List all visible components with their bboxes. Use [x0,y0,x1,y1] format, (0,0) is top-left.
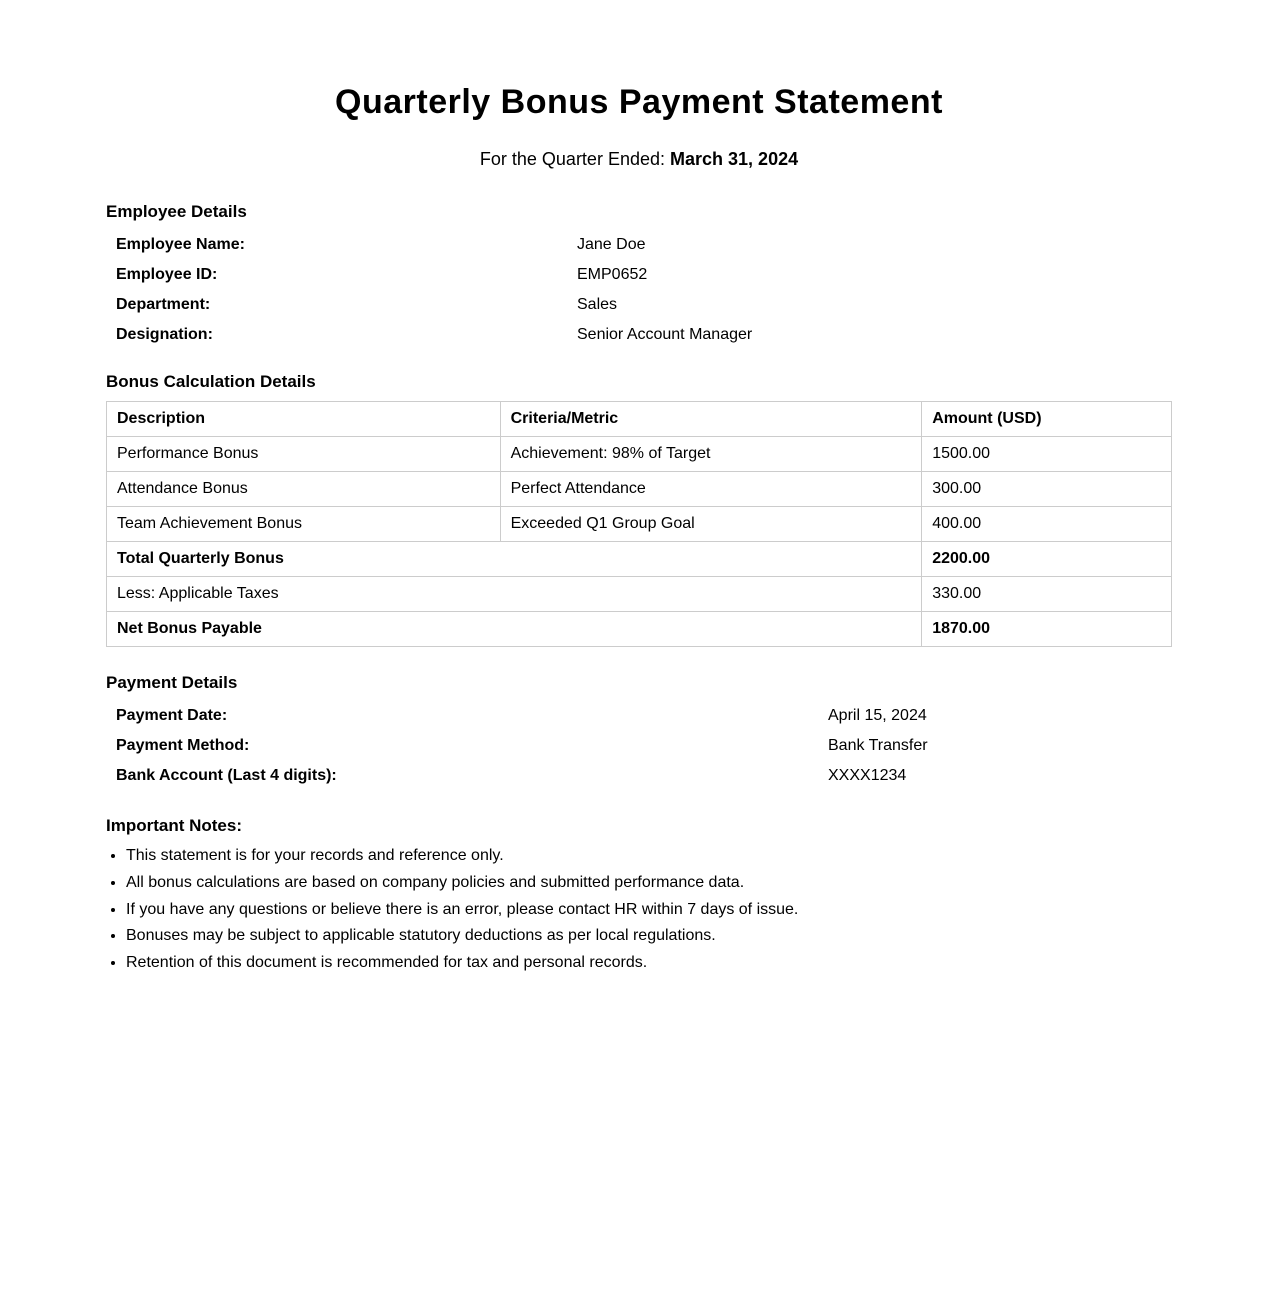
list-item: • This statement is for your records and reference only. [126,846,1172,866]
bonus-calculation-heading: Bonus Calculation Details [106,372,316,391]
payment-method-row [116,731,1172,761]
total-bonus-amount: 2200.00 [922,542,1172,577]
employee-details-heading: Employee Details [106,202,247,221]
total-bonus-label: Total Quarterly Bonus [107,542,922,577]
bank-account-value: XXXX1234 [828,767,907,784]
bonus-amount-cell: 400.00 [922,507,1172,542]
bonus-amount-cell: 300.00 [922,472,1172,507]
department-row [116,290,1172,320]
taxes-amount: 330.00 [922,577,1172,612]
list-item: • If you have any questions or believe there is an error, please contact HR within 7 days of issue. [126,900,1172,920]
bonus-amount-cell: 1500.00 [922,437,1172,472]
column-header-amount: Amount (USD) [922,402,1172,437]
taxes-label: Less: Applicable Taxes [107,577,922,612]
payment-details-list [106,701,1172,791]
important-notes-section [106,816,1172,973]
employee-id-row [116,260,1172,290]
notes-list [106,846,1172,973]
employee-details-list [106,230,1172,350]
important-notes-heading: Important Notes: [106,816,242,835]
designation-label: Designation: [116,326,213,343]
bonus-criteria-cell: Exceeded Q1 Group Goal [500,507,922,542]
table-row [107,472,1172,507]
column-header-criteria: Criteria/Metric [500,402,922,437]
employee-name-label: Employee Name: [116,236,245,253]
payment-date-label: Payment Date: [116,707,228,724]
list-item: • All bonus calculations are based on company policies and submitted performance data. [126,873,1172,893]
employee-name-value: Jane Doe [577,236,646,253]
payment-date-row [116,701,1172,731]
employee-id-value: EMP0652 [577,266,648,283]
quarter-end-date: March 31, 2024 [670,149,799,169]
quarter-subtitle [106,148,1172,170]
employee-id-label: Employee ID: [116,266,218,283]
bonus-criteria-cell: Achievement: 98% of Target [500,437,922,472]
bonus-table-header-row [107,402,1172,437]
statement-page [106,0,1172,973]
payment-date-value: April 15, 2024 [828,707,927,724]
column-header-description: Description [107,402,501,437]
employee-details-section [106,202,1172,350]
bonus-table [106,401,1172,647]
bonus-description-cell: Attendance Bonus [107,472,501,507]
bonus-criteria-cell: Perfect Attendance [500,472,922,507]
bank-account-label: Bank Account (Last 4 digits): [116,767,337,784]
designation-row [116,320,1172,350]
bonus-description-cell: Performance Bonus [107,437,501,472]
payment-method-label: Payment Method: [116,737,250,754]
department-label: Department: [116,296,211,313]
payment-details-heading: Payment Details [106,673,238,692]
bank-account-row [116,761,1172,791]
net-bonus-amount: 1870.00 [922,612,1172,647]
payment-method-value: Bank Transfer [828,737,928,754]
table-row [107,507,1172,542]
table-row [107,437,1172,472]
payment-details-section [106,673,1172,791]
net-bonus-row [107,612,1172,647]
quarter-label: For the Quarter Ended: [479,149,665,169]
department-value: Sales [577,296,618,313]
bonus-description-cell: Team Achievement Bonus [107,507,501,542]
net-bonus-label: Net Bonus Payable [107,612,922,647]
list-item: • Retention of this document is recommended for tax and personal records. [126,953,1172,973]
taxes-row [107,577,1172,612]
bonus-calculation-section [106,372,1172,647]
page-title: Quarterly Bonus Payment Statement [335,83,943,121]
total-bonus-row [107,542,1172,577]
list-item: • Bonuses may be subject to applicable statutory deductions as per local regulations. [126,926,1172,946]
designation-value: Senior Account Manager [577,326,753,343]
employee-name-row [116,230,1172,260]
